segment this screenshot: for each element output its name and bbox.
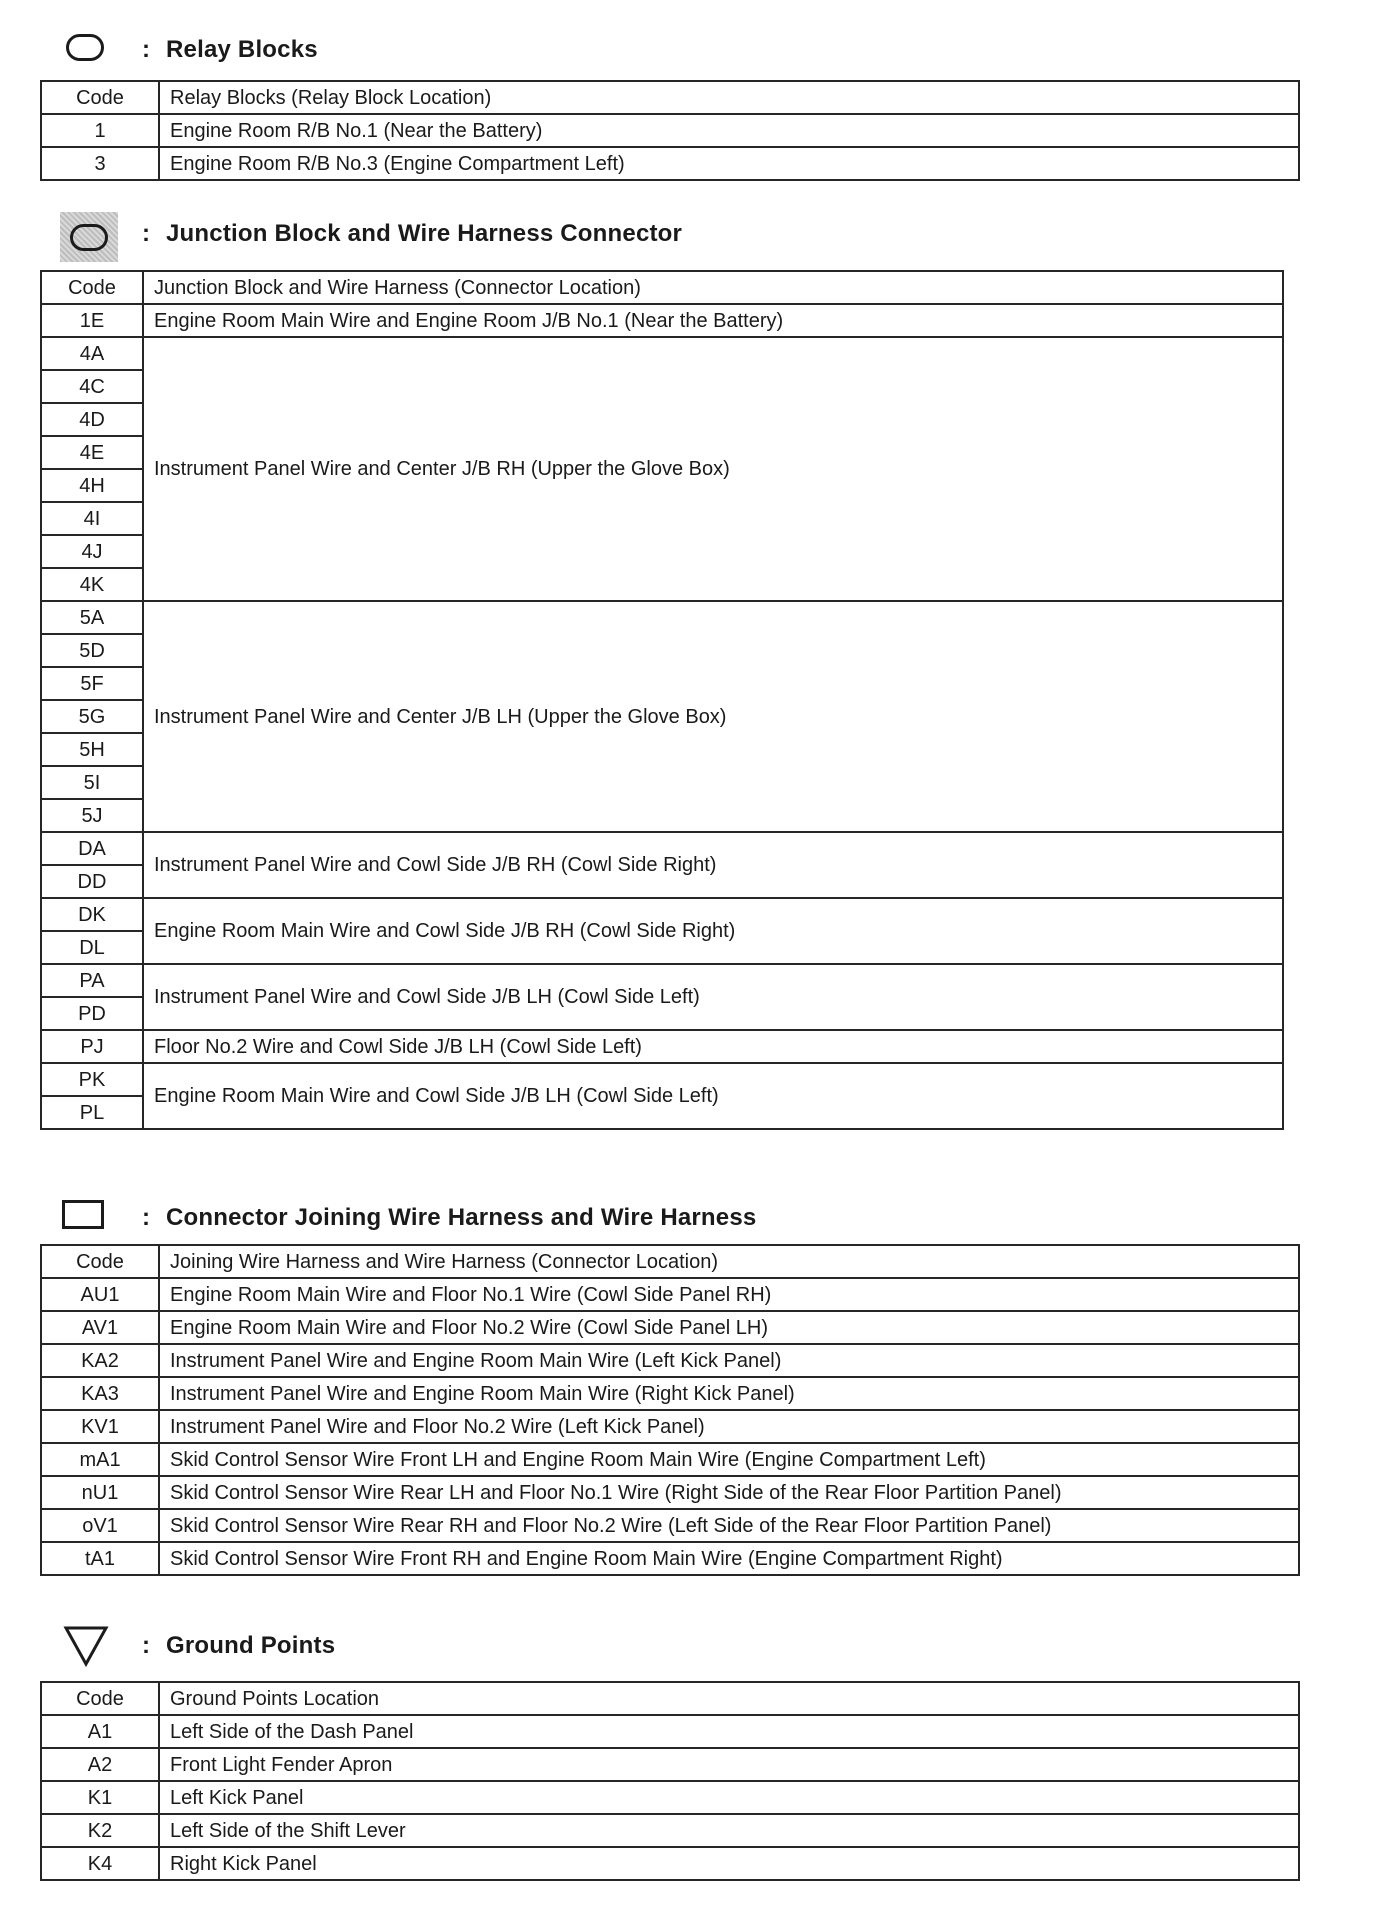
code-cell: mA1 xyxy=(41,1443,159,1476)
code-cell: DK xyxy=(41,898,143,931)
table-row xyxy=(41,1814,1299,1847)
table-row xyxy=(41,114,1299,147)
ground-points-heading xyxy=(60,1624,335,1668)
table-row xyxy=(41,1344,1299,1377)
code-cell: 4D xyxy=(41,403,143,436)
code-cell: 5I xyxy=(41,766,143,799)
location-cell: Right Kick Panel xyxy=(159,1847,1299,1880)
code-cell: oV1 xyxy=(41,1509,159,1542)
location-cell: Skid Control Sensor Wire Front RH and Engine Room Main Wire (Engine Compartment Right) xyxy=(159,1542,1299,1575)
code-cell: 4A xyxy=(41,337,143,370)
code-cell: 4K xyxy=(41,568,143,601)
section-title: Junction Block and Wire Harness Connector xyxy=(166,220,683,247)
code-cell: PK xyxy=(41,1063,143,1096)
table-header-row xyxy=(41,1245,1299,1278)
section-title: Connector Joining Wire Harness and Wire Harness xyxy=(166,1204,757,1231)
code-cell: PA xyxy=(41,964,143,997)
heading-colon: : xyxy=(142,1632,150,1659)
code-cell: AU1 xyxy=(41,1278,159,1311)
table-row xyxy=(41,1476,1299,1509)
code-cell: DL xyxy=(41,931,143,964)
connector-table xyxy=(40,1244,1300,1576)
code-cell: K4 xyxy=(41,1847,159,1880)
table-row xyxy=(41,1781,1299,1814)
location-cell: Engine Room Main Wire and Cowl Side J/B LH (Cowl Side Left) xyxy=(143,1063,1283,1129)
location-cell: Left Side of the Dash Panel xyxy=(159,1715,1299,1748)
location-cell: Skid Control Sensor Wire Rear LH and Floor No.1 Wire (Right Side of the Rear Floor Partition Panel) xyxy=(159,1476,1299,1509)
table-header-row xyxy=(41,81,1299,114)
table-row xyxy=(41,304,1283,337)
heading-colon: : xyxy=(142,36,150,63)
table-header-row xyxy=(41,1682,1299,1715)
location-column-header: Junction Block and Wire Harness (Connector Location) xyxy=(143,271,1283,304)
code-cell: AV1 xyxy=(41,1311,159,1344)
table-row xyxy=(41,337,1283,370)
section-title: Ground Points xyxy=(166,1632,336,1659)
code-cell: KA3 xyxy=(41,1377,159,1410)
code-cell: 5G xyxy=(41,700,143,733)
location-cell: Skid Control Sensor Wire Rear RH and Floor No.2 Wire (Left Side of the Rear Floor Partition Panel) xyxy=(159,1509,1299,1542)
code-cell: 5D xyxy=(41,634,143,667)
code-column-header: Code xyxy=(41,81,159,114)
code-cell: 1 xyxy=(41,114,159,147)
location-cell: Engine Room R/B No.1 (Near the Battery) xyxy=(159,114,1299,147)
table-row xyxy=(41,1377,1299,1410)
table-row xyxy=(41,1443,1299,1476)
location-cell: Engine Room Main Wire and Cowl Side J/B RH (Cowl Side Right) xyxy=(143,898,1283,964)
code-column-header: Code xyxy=(41,1682,159,1715)
code-cell: 4H xyxy=(41,469,143,502)
table-row xyxy=(41,1410,1299,1443)
table-row xyxy=(41,1847,1299,1880)
code-cell: 5J xyxy=(41,799,143,832)
location-cell: Instrument Panel Wire and Floor No.2 Wire (Left Kick Panel) xyxy=(159,1410,1299,1443)
table-row xyxy=(41,1278,1299,1311)
table-row xyxy=(41,898,1283,931)
table-row xyxy=(41,1063,1283,1096)
table-header-row xyxy=(41,271,1283,304)
relay-blocks-heading xyxy=(60,28,318,72)
code-cell: PJ xyxy=(41,1030,143,1063)
ground-points-table xyxy=(40,1681,1300,1881)
table-row xyxy=(41,1542,1299,1575)
connector-heading xyxy=(60,1196,756,1240)
code-cell: A1 xyxy=(41,1715,159,1748)
code-cell: 5A xyxy=(41,601,143,634)
code-cell: K2 xyxy=(41,1814,159,1847)
table-row xyxy=(41,1509,1299,1542)
code-cell: K1 xyxy=(41,1781,159,1814)
table-row xyxy=(41,1748,1299,1781)
location-cell: Front Light Fender Apron xyxy=(159,1748,1299,1781)
code-cell: nU1 xyxy=(41,1476,159,1509)
ground-point-triangle-icon xyxy=(60,1624,120,1668)
code-cell: PL xyxy=(41,1096,143,1129)
table-row xyxy=(41,832,1283,865)
relay-block-symbol-icon xyxy=(60,28,120,72)
relay-blocks-table xyxy=(40,80,1300,181)
junction-block-table xyxy=(40,270,1284,1130)
code-cell: KV1 xyxy=(41,1410,159,1443)
code-cell: 1E xyxy=(41,304,143,337)
junction-block-symbol-icon xyxy=(60,212,120,256)
location-cell: Left Side of the Shift Lever xyxy=(159,1814,1299,1847)
table-row xyxy=(41,147,1299,180)
location-cell: Skid Control Sensor Wire Front LH and Engine Room Main Wire (Engine Compartment Left) xyxy=(159,1443,1299,1476)
junction-block-heading xyxy=(60,212,682,256)
code-cell: 3 xyxy=(41,147,159,180)
location-cell: Instrument Panel Wire and Center J/B LH (Upper the Glove Box) xyxy=(143,601,1283,832)
code-cell: PD xyxy=(41,997,143,1030)
code-cell: 4I xyxy=(41,502,143,535)
location-cell: Instrument Panel Wire and Cowl Side J/B LH (Cowl Side Left) xyxy=(143,964,1283,1030)
code-cell: tA1 xyxy=(41,1542,159,1575)
code-column-header: Code xyxy=(41,1245,159,1278)
location-cell: Instrument Panel Wire and Center J/B RH (Upper the Glove Box) xyxy=(143,337,1283,601)
location-cell: Engine Room Main Wire and Floor No.1 Wire (Cowl Side Panel RH) xyxy=(159,1278,1299,1311)
code-cell: 4C xyxy=(41,370,143,403)
location-cell: Instrument Panel Wire and Engine Room Main Wire (Left Kick Panel) xyxy=(159,1344,1299,1377)
table-row xyxy=(41,601,1283,634)
code-cell: DD xyxy=(41,865,143,898)
code-cell: KA2 xyxy=(41,1344,159,1377)
heading-colon: : xyxy=(142,1204,150,1231)
location-column-header: Ground Points Location xyxy=(159,1682,1299,1715)
location-cell: Left Kick Panel xyxy=(159,1781,1299,1814)
code-cell: A2 xyxy=(41,1748,159,1781)
location-column-header: Relay Blocks (Relay Block Location) xyxy=(159,81,1299,114)
table-row xyxy=(41,964,1283,997)
location-cell: Engine Room Main Wire and Engine Room J/B No.1 (Near the Battery) xyxy=(143,304,1283,337)
location-column-header: Joining Wire Harness and Wire Harness (Connector Location) xyxy=(159,1245,1299,1278)
code-column-header: Code xyxy=(41,271,143,304)
location-cell: Engine Room R/B No.3 (Engine Compartment Left) xyxy=(159,147,1299,180)
connector-symbol-icon xyxy=(60,1196,120,1240)
table-row xyxy=(41,1715,1299,1748)
code-cell: 5H xyxy=(41,733,143,766)
location-cell: Floor No.2 Wire and Cowl Side J/B LH (Cowl Side Left) xyxy=(143,1030,1283,1063)
location-cell: Instrument Panel Wire and Cowl Side J/B RH (Cowl Side Right) xyxy=(143,832,1283,898)
location-cell: Instrument Panel Wire and Engine Room Main Wire (Right Kick Panel) xyxy=(159,1377,1299,1410)
code-cell: 4J xyxy=(41,535,143,568)
heading-colon: : xyxy=(142,220,150,247)
code-cell: DA xyxy=(41,832,143,865)
code-cell: 4E xyxy=(41,436,143,469)
table-row xyxy=(41,1030,1283,1063)
table-row xyxy=(41,1311,1299,1344)
section-title: Relay Blocks xyxy=(166,36,318,63)
code-cell: 5F xyxy=(41,667,143,700)
location-cell: Engine Room Main Wire and Floor No.2 Wire (Cowl Side Panel LH) xyxy=(159,1311,1299,1344)
